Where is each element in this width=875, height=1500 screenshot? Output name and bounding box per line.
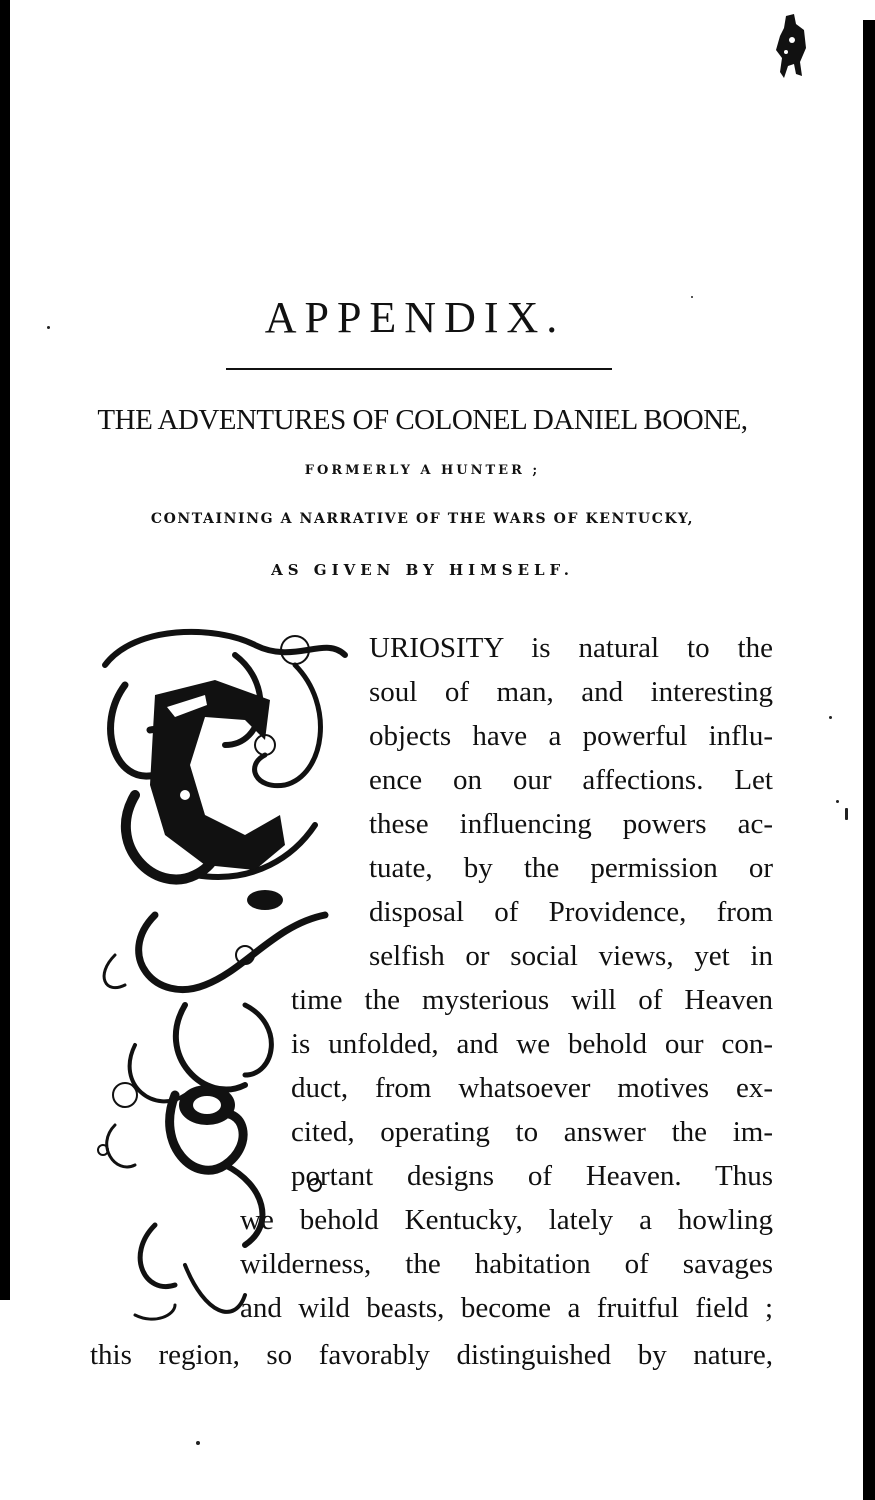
body-line: these influencing powers ac- (369, 808, 773, 840)
page-edge-right (863, 20, 875, 1500)
body-line: time the mysterious will of Heaven (291, 984, 773, 1016)
body-line: ence on our affections. Let (369, 764, 773, 796)
print-speck (829, 716, 832, 719)
title-divider (226, 368, 612, 370)
subheading-hunter: FORMERLY A HUNTER ; (304, 463, 541, 478)
body-line: portant designs of Heaven. Thus (291, 1160, 773, 1192)
subheading-himself: AS GIVEN BY HIMSELF. (271, 561, 574, 579)
library-stamp-icon (766, 10, 816, 90)
body-line: wilderness, the habitation of savages (240, 1248, 773, 1280)
print-speck (196, 1441, 200, 1445)
body-line: tuate, by the permission or (369, 852, 773, 884)
body-line: disposal of Providence, from (369, 896, 773, 928)
body-line: cited, operating to answer the im- (291, 1116, 773, 1148)
body-line: we behold Kentucky, lately a howling (240, 1204, 773, 1236)
body-line: and wild beasts, become a fruitful field ; (240, 1292, 773, 1324)
body-line: selfish or social views, yet in (369, 940, 773, 972)
print-speck (836, 800, 839, 803)
body-line: soul of man, and interesting (369, 676, 773, 708)
body-line: URIOSITY is natural to the (369, 632, 773, 664)
page-edge-left (0, 0, 10, 1300)
chapter-heading: THE ADVENTURES OF COLONEL DANIEL BOONE, (97, 404, 748, 436)
print-speck (845, 808, 848, 820)
subheading-narrative: CONTAINING A NARRATIVE OF THE WARS OF KENTUCKY, (150, 511, 695, 527)
body-line: objects have a powerful influ- (369, 720, 773, 752)
body-line: duct, from whatsoever motives ex- (291, 1072, 773, 1104)
page-title: APPENDIX. (264, 293, 566, 342)
body-line: is unfolded, and we behold our con- (291, 1028, 773, 1060)
body-line: this region, so favorably distinguished by nature, (90, 1339, 773, 1371)
